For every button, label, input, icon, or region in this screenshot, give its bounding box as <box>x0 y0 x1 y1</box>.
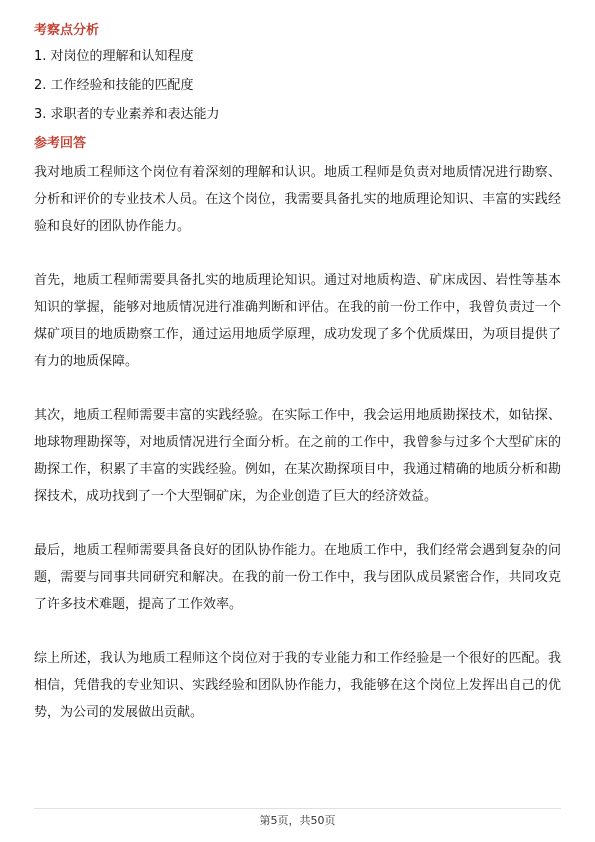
analysis-point-1: 1. 对岗位的理解和认知程度 <box>34 49 194 64</box>
analysis-point-3: 3. 求职者的专业素养和表达能力 <box>34 107 220 122</box>
answer-paragraph-3: 其次，地质工程师需要丰富的实践经验。在实际工作中，我会运用地质勘探技术，如钻探、地球物理勘探等，对地质情况进行全面分析。在之前的工作中，我曾参与过多个大型矿床的勘探工作，积累了丰富的实践经验。例如，在某次勘探项目中，我通过精确的地质分析和勘探技术，成功找到了一个大型铜矿床，为企业创造了巨大的经济效益。 <box>34 408 561 504</box>
section-heading-analysis: 考察点分析 <box>34 23 100 38</box>
answer-paragraph-4: 最后，地质工程师需要具备良好的团队协作能力。在地质工作中，我们经常会遇到复杂的问题，需要与同事共同研究和解决。在我的前一份工作中，我与团队成员紧密合作，共同攻克了许多技术难题，提高了工作效率。 <box>34 543 561 612</box>
section-heading-answer: 参考回答 <box>34 136 87 151</box>
document-page <box>34 22 561 753</box>
answer-paragraph-1: 我对地质工程师这个岗位有着深刻的理解和认识。地质工程师是负责对地质情况进行勘察、分析和评价的专业技术人员。在这个岗位，我需要具备扎实的地质理论知识、丰富的实践经验和良好的团队协作能力。 <box>34 165 561 234</box>
answer-paragraph-5: 综上所述，我认为地质工程师这个岗位对于我的专业能力和工作经验是一个很好的匹配。我相信，凭借我的专业知识、实践经验和团队协作能力，我能够在这个岗位上发挥出自己的优势，为公司的发展做出贡献。 <box>34 651 561 720</box>
footer-divider <box>34 808 561 809</box>
analysis-point-2: 2. 工作经验和技能的匹配度 <box>34 78 194 93</box>
page-number: 第5页，共50页 <box>259 814 336 827</box>
answer-paragraph-2: 首先，地质工程师需要具备扎实的地质理论知识。通过对地质构造、矿床成因、岩性等基本知识的掌握，能够对地质情况进行准确判断和评估。在我的前一份工作中，我曾负责过一个煤矿项目的地质勘察工作，通过运用地质学原理，成功发现了多个优质煤田，为项目提供了有力的地质保障。 <box>34 273 561 369</box>
